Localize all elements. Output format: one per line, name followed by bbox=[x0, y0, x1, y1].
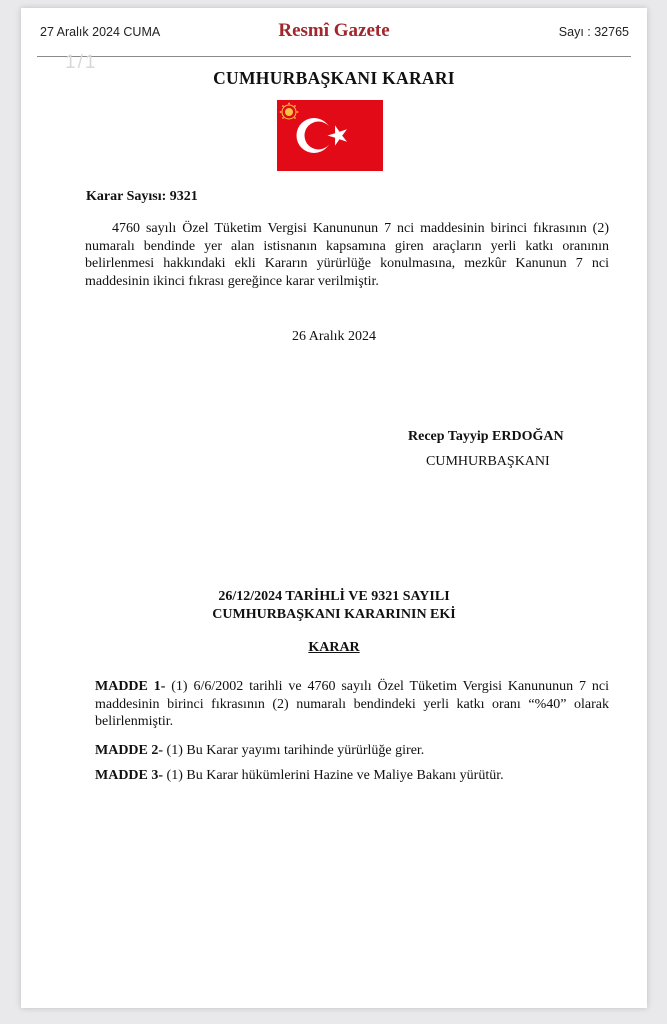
annex-heading: KARAR bbox=[308, 640, 360, 655]
article-2 bbox=[95, 743, 424, 759]
page-marker-watermark: 1/1 bbox=[65, 52, 98, 73]
flag-emblem bbox=[277, 100, 383, 171]
article-text: (1) Bu Karar yayımı tarihinde yürürlüğe girer. bbox=[166, 743, 425, 758]
signatory-name: Recep Tayyip ERDOĞAN bbox=[408, 429, 564, 444]
annex-title bbox=[21, 588, 647, 623]
article-3 bbox=[95, 768, 504, 784]
article-label: MADDE 2- bbox=[95, 743, 164, 758]
article-text: (1) 6/6/2002 tarihli ve 4760 sayılı Özel Tüketim Vergisi Kanununun 7 nci maddesinin birinci fıkrasının (2) numaralı bendindeki yerli katkı oranı “%40” olarak belirlenmiştir. bbox=[95, 679, 609, 730]
issue-date: 27 Aralık 2024 CUMA bbox=[40, 25, 161, 39]
article-1 bbox=[95, 678, 609, 731]
gazette-header bbox=[37, 18, 631, 57]
decision-body-text: 4760 sayılı Özel Tüketim Vergisi Kanununun 7 nci maddesinin birinci fıkrasının (2) numaralı bendinde yer alan istisnanın kapsamına giren araçların yerli katkı oranının belirlenmesi hakkındaki ekli Kararın yürürlüğe konulmasına, mezkûr Kanunun 7 nci maddesinin ikinci fıkrası gereğince karar verilmiştir. bbox=[85, 221, 609, 289]
decision-date: 26 Aralık 2024 bbox=[292, 329, 376, 344]
article-text: (1) Bu Karar hükümlerini Hazine ve Maliye Bakanı yürütür. bbox=[166, 768, 504, 783]
annex-title-line-1: 26/12/2024 TARİHLİ VE 9321 SAYILI bbox=[218, 589, 450, 604]
article-label: MADDE 3- bbox=[95, 768, 164, 783]
gazette-title: Resmî Gazete bbox=[278, 20, 390, 41]
article-label: MADDE 1- bbox=[95, 679, 166, 694]
document-title: CUMHURBAŞKANI KARARI bbox=[213, 68, 455, 88]
gazette-page bbox=[21, 8, 647, 1008]
annex-title-line-2: CUMHURBAŞKANI KARARININ EKİ bbox=[212, 606, 456, 622]
signatory-title: CUMHURBAŞKANI bbox=[426, 454, 550, 469]
issue-number: Sayı : 32765 bbox=[558, 25, 629, 39]
decision-number: Karar Sayısı: 9321 bbox=[86, 189, 198, 204]
turkish-flag-icon bbox=[277, 100, 383, 171]
